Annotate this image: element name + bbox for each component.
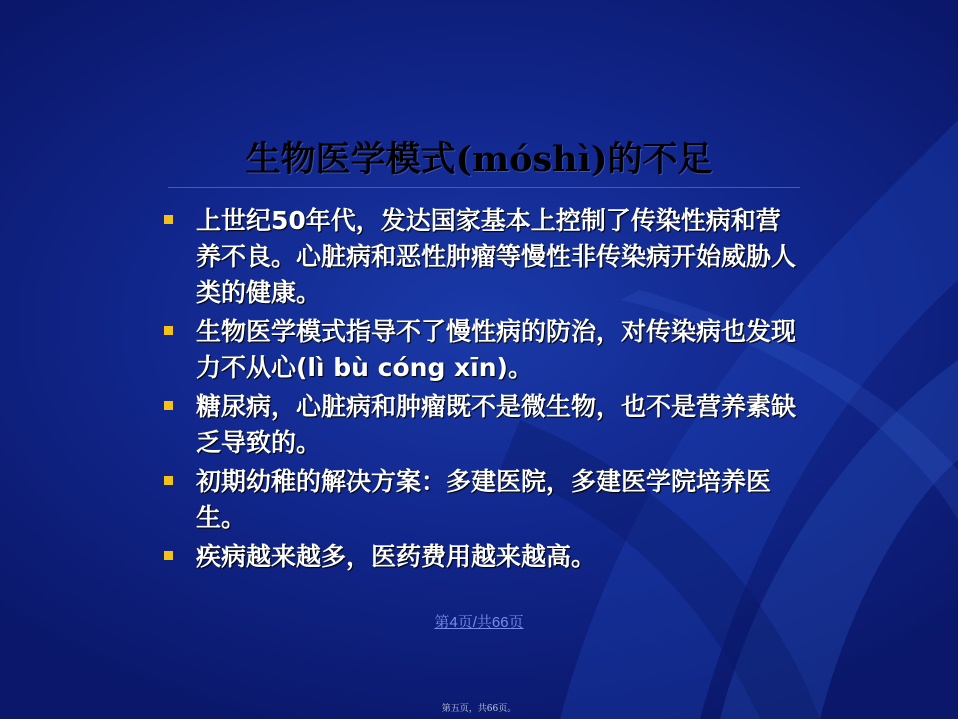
square-bullet-icon <box>164 551 173 560</box>
bullet-item <box>160 314 800 386</box>
bullet-text: 疾病越来越多，医药费用越来越高。 <box>196 542 597 571</box>
square-bullet-icon <box>164 215 173 224</box>
bullet-item <box>160 389 800 461</box>
bullet-text: 糖尿病，心脏病和肿瘤既不是微生物，也不是营养素缺乏导致的。 <box>196 392 797 457</box>
bullet-item <box>160 464 800 536</box>
bullet-text: 初期幼稚的解决方案：多建医院，多建医学院培养医生。 <box>196 467 772 532</box>
bullet-text: 上世纪50年代，发达国家基本上控制了传染性病和营养不良。心脏病和恶性肿瘤等慢性非传染病开始威胁人类的健康。 <box>196 206 797 307</box>
bullet-item <box>160 539 800 575</box>
title-underline <box>168 187 800 188</box>
page-number-link[interactable]: 第4页/共66页 <box>434 614 524 631</box>
slide-title: 生物医学模式(móshì)的不足 <box>245 139 713 180</box>
square-bullet-icon <box>164 401 173 410</box>
square-bullet-icon <box>164 326 173 335</box>
footer-page-note: 第五页，共66页。 <box>441 704 517 714</box>
bullet-list <box>160 203 800 578</box>
square-bullet-icon <box>164 476 173 485</box>
bullet-item <box>160 203 800 311</box>
bullet-text: 生物医学模式指导不了慢性病的防治，对传染病也发现力不从心(lì bù cóng xīn)。 <box>196 317 797 382</box>
